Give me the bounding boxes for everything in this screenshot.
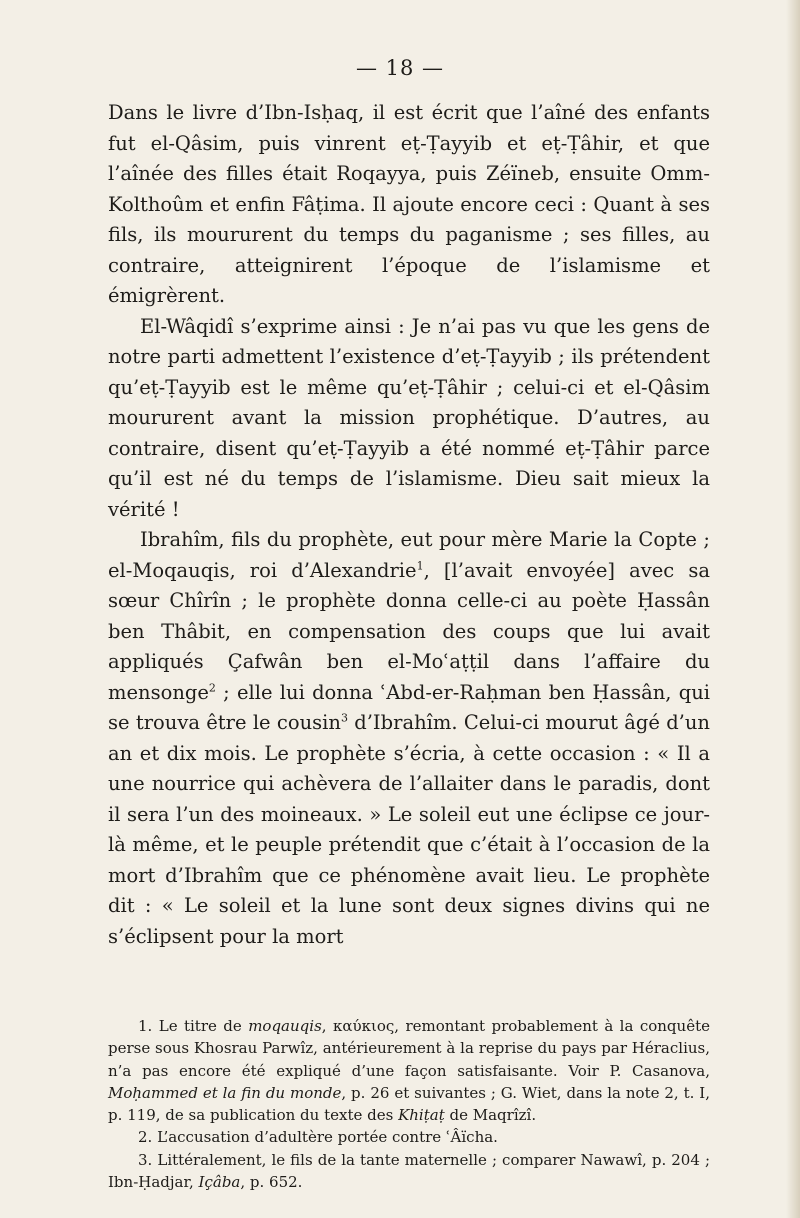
footnote-1-text-c: , remontant probablement à la conquête perse sous Khosrau Parwîz, antérieurement à la reprise du pays par Héraclius, n’a pas encore été expliqué d’une façon satisfaisante. Voir P. Casanova, (108, 1017, 710, 1080)
footnote-3-text-b: , p. 652. (240, 1173, 303, 1192)
footnote-3-book-title: Içâba (198, 1173, 241, 1192)
paragraph-2: El-Wâqidî s’exprime ainsi : Je n’ai pas vu que les gens de notre parti admettent l’existence d’eṭ-Ṭayyib ; ils prétendent qu’eṭ-Ṭayyib est le même qu’eṭ-Ṭâhir ; celui-ci et el-Qâsim moururent avant la mission prophétique. D’autres, au contraire, disent qu’eṭ-Ṭayyib a été nommé eṭ-Ṭâhir parce qu’il est né du temps de l’islamisme. Dieu sait mieux la vérité ! (108, 314, 710, 521)
footnote-1-text-e: de Maqrîzî. (444, 1106, 537, 1125)
paragraph-3 (108, 525, 710, 952)
footnote-ref-3: 3 (340, 711, 348, 725)
page-edge (786, 0, 800, 1218)
main-text (108, 98, 710, 952)
footnotes (108, 1015, 710, 1193)
footnote-2: 2. L’accusation d’adultère portée contre ʿÂïcha. (138, 1128, 498, 1147)
footnote-ref-1: 1 (416, 559, 424, 572)
footnote-1-text-b: , (321, 1017, 333, 1035)
footnote-1 (108, 1015, 710, 1126)
footnote-1-book-title: Moḥammed et la fin du monde (108, 1083, 342, 1102)
paragraph-3-part-c: ; elle lui donna ʿAbd-er-Raḥman ben Ḥassân, qui se trouva être le cousin (108, 680, 710, 734)
footnote-1-term: moqauqis (248, 1017, 322, 1035)
paragraph-3-part-d: d’Ibrahîm. Celui-ci mourut âgé d’un an et dix mois. Le prophète s’écria, à cette occasion : « Il a une nourrice qui achèvera de l’allaiter dans le paradis, dont il sera l’un des moineaux. » Le soleil eut une éclipse ce jour-là même, et le peuple prétendit que c’était à l’occasion de la mort d’Ibrahîm que ce phénomène avait lieu. Le prophète dit : « Le soleil et la lune sont deux signes divins qui ne s’éclipsent pour la mort (108, 711, 710, 948)
page-number-header: — 18 — (355, 56, 445, 80)
footnote-1-text-a: 1. Le titre de (138, 1017, 249, 1035)
footnote-1-greek: καύκιος (332, 1017, 395, 1035)
footnote-3 (108, 1149, 710, 1194)
paragraph-1: Dans le livre d’Ibn-Isḥaq, il est écrit que l’aîné des enfants fut el-Qâsim, puis vinrent eṭ-Ṭayyib et eṭ-Ṭâhir, et que l’aînée des filles était Roqayya, puis Zéïneb, ensuite Omm-Kolthoûm et enfin Fâṭima. Il ajoute encore ceci : Quant à ses fils, ils moururent du temps du paganisme ; ses filles, au contraire, atteignirent l’époque de l’islamisme et émigrèrent. (108, 101, 710, 307)
footnote-ref-2: 2 (208, 681, 216, 694)
footnote-1-khitat: Khiṭaṭ (398, 1106, 445, 1125)
paragraph-3-part-a: Ibrahîm, fils du prophète, eut pour mère Marie la Copte ; el-Moqauqis, roi d’Alexandrie (108, 528, 710, 582)
paragraph-3-part-b: , [l’avait envoyée] avec sa sœur Chîrîn ; le prophète donna celle-ci au poète Ḥassân ben Thâbit, en compensation des coups que lui avait appliqués Çafwân ben el-Moʿaṭṭil dans l’affaire du mensonge (108, 558, 711, 704)
footnote-1-text-d: , p. 26 et suivantes ; G. Wiet, dans la note 2, t. I, p. 119, de sa publication du texte des (108, 1083, 710, 1125)
footnote-3-text-a: 3. Littéralement, le fils de la tante maternelle ; comparer Nawawî, p. 204 ; Ibn-Ḥadjar, (108, 1150, 710, 1192)
